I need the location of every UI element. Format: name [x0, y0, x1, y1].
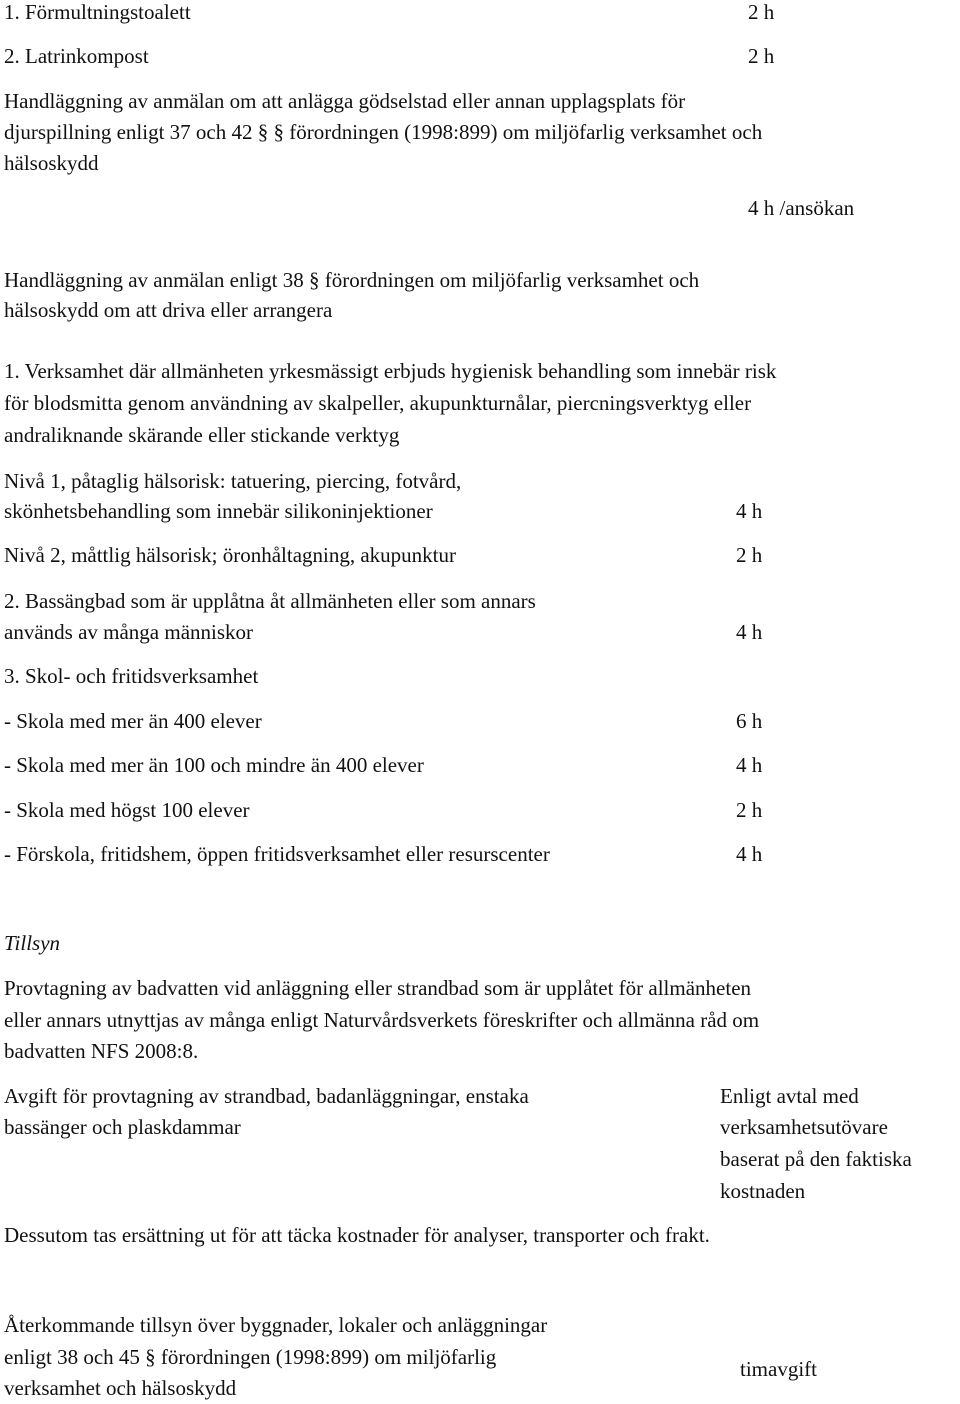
fee-value: verksamhetsutövare	[720, 1115, 888, 1139]
fee-value: Enligt avtal med	[720, 1084, 859, 1108]
paragraph-line: 1. Verksamhet där allmänheten yrkesmässigt erbjuds hygienisk behandling som innebär risk	[4, 359, 777, 383]
paragraph-line: verksamhet och hälsoskydd	[4, 1376, 237, 1400]
list-item-value: 4 h	[736, 842, 763, 866]
list-item-label: - Skola med mer än 400 elever	[4, 709, 262, 733]
paragraph-line: badvatten NFS 2008:8.	[4, 1039, 199, 1063]
fee-value: kostnaden	[720, 1179, 806, 1203]
fee-value: baserat på den faktiska	[720, 1147, 912, 1171]
fee-value: timavgift	[740, 1357, 817, 1381]
list-item-value: 6 h	[736, 709, 763, 733]
paragraph-line: Dessutom tas ersättning ut för att täcka kostnader för analyser, transporter och frakt.	[4, 1223, 710, 1247]
paragraph-line: bassänger och plaskdammar	[4, 1115, 241, 1139]
list-item-label: 1. Förmultningstoalett	[4, 0, 191, 24]
list-item-label: - Skola med mer än 100 och mindre än 400 elever	[4, 753, 424, 777]
paragraph-line: används av många människor	[4, 620, 254, 644]
fee-value: 4 h	[736, 499, 763, 523]
paragraph-line: djurspillning enligt 37 och 42 § § förordningen (1998:899) om miljöfarlig verksamhet och	[4, 120, 763, 144]
list-item-value: 2 h	[748, 44, 775, 68]
section-heading: Tillsyn	[4, 931, 61, 955]
paragraph-line: hälsoskydd	[4, 151, 99, 175]
list-item-value: 4 h	[736, 753, 763, 777]
fee-value: 2 h	[736, 543, 763, 567]
paragraph-line: Nivå 1, påtaglig hälsorisk: tatuering, piercing, fotvård,	[4, 469, 462, 493]
list-item-value: 2 h	[748, 0, 775, 24]
paragraph-line: Återkommande tillsyn över byggnader, lokaler och anläggningar	[4, 1313, 548, 1337]
fee-value: 4 h	[736, 620, 763, 644]
list-item-label: - Förskola, fritidshem, öppen fritidsverksamhet eller resurscenter	[4, 842, 550, 866]
section-heading: 3. Skol- och fritidsverksamhet	[4, 664, 259, 688]
paragraph-line: skönhetsbehandling som innebär silikoninjektioner	[4, 499, 433, 523]
paragraph-line: Nivå 2, måttlig hälsorisk; öronhåltagning, akupunktur	[4, 543, 457, 567]
paragraph-line: hälsoskydd om att driva eller arrangera	[4, 298, 333, 322]
paragraph-line: andraliknande skärande eller stickande verktyg	[4, 423, 400, 447]
list-item-label: - Skola med högst 100 elever	[4, 798, 250, 822]
list-item-value: 2 h	[736, 798, 763, 822]
list-item-label: 2. Latrinkompost	[4, 44, 149, 68]
paragraph-line: Handläggning av anmälan om att anlägga gödselstad eller annan upplagsplats för	[4, 89, 686, 113]
paragraph-line: Handläggning av anmälan enligt 38 § förordningen om miljöfarlig verksamhet och	[4, 268, 700, 292]
fee-value: 4 h /ansökan	[748, 196, 855, 220]
paragraph-line: 2. Bassängbad som är upplåtna åt allmänheten eller som annars	[4, 589, 536, 613]
paragraph-line: Avgift för provtagning av strandbad, badanläggningar, enstaka	[4, 1084, 529, 1108]
paragraph-line: Provtagning av badvatten vid anläggning eller strandbad som är upplåtet för allmänheten	[4, 976, 752, 1000]
paragraph-line: för blodsmitta genom användning av skalpeller, akupunkturnålar, piercningsverktyg eller	[4, 391, 752, 415]
paragraph-line: eller annars utnyttjas av många enligt Naturvårdsverkets föreskrifter och allmänna råd om	[4, 1008, 760, 1032]
paragraph-line: enligt 38 och 45 § förordningen (1998:899) om miljöfarlig	[4, 1345, 497, 1369]
